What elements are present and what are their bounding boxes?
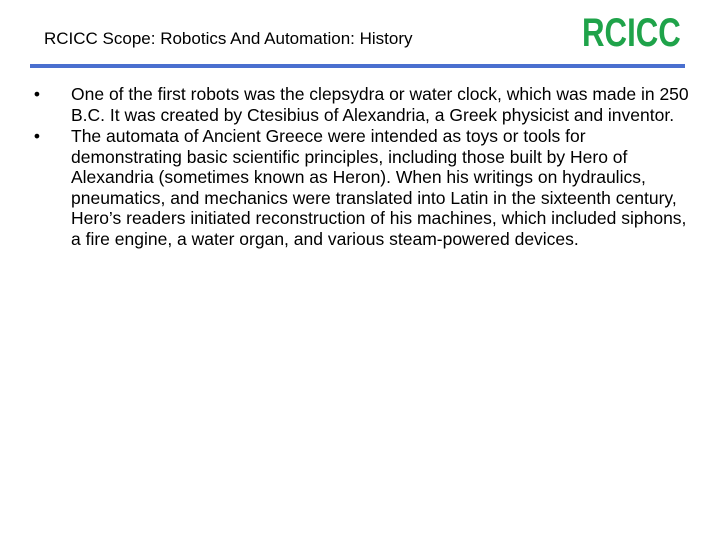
- bullet-item: [30, 84, 690, 125]
- bullet-text: The automata of Ancient Greece were intended as toys or tools for demonstrating basic scientific principles, including those built by Hero of Alexandria (sometimes known as Heron). When his writings on hydraulics, pneumatics, and mechanics were translated into Latin in the sixteenth century, Hero’s readers initiated reconstruction of his machines, which included siphons, a fire engine, a water organ, and various steam-powered devices.: [71, 126, 687, 249]
- rcicc-logo: [582, 11, 681, 55]
- bullet-item: [30, 126, 690, 249]
- bullet-text: One of the first robots was the clepsydra or water clock, which was made in 250 B.C. It was created by Ctesibius of Alexandria, a Greek physicist and inventor.: [71, 84, 689, 125]
- slide-title: RCICC Scope: Robotics And Automation: History: [44, 29, 413, 48]
- bullet-icon: •: [33, 126, 41, 146]
- title-divider: [30, 64, 685, 68]
- bullet-icon: •: [33, 84, 41, 104]
- bullet-list: [30, 84, 690, 250]
- logo-text: RCICC: [582, 11, 681, 55]
